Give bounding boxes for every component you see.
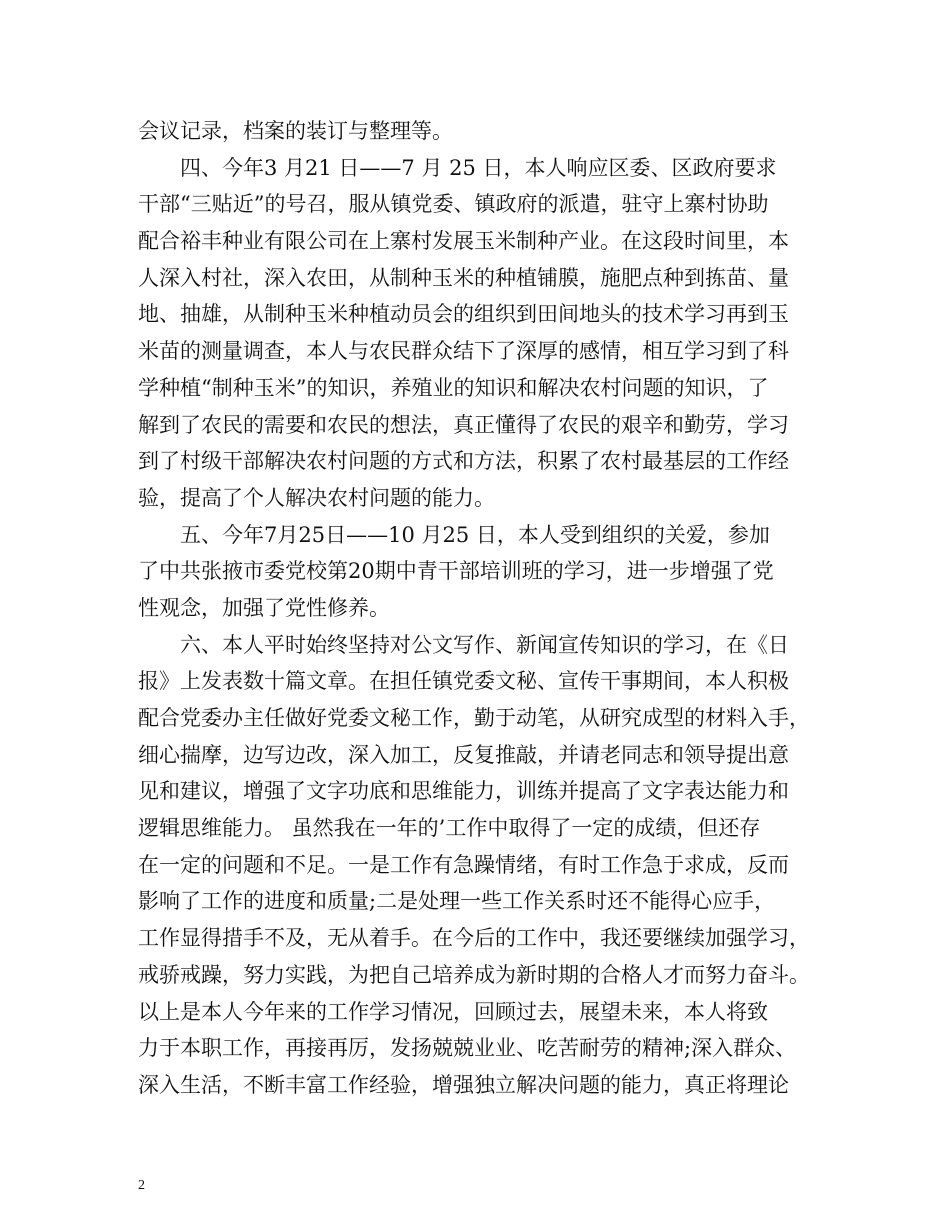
document-body [138, 113, 828, 1104]
text-line: 细心揣摩，边写边改，深入加工，反复推敲，并请老同志和领导提出意 [138, 742, 789, 767]
text-line: 四、今年3 月21 日——7 月 25 日，本人响应区委、区政府要求 [138, 155, 777, 180]
text-line: 逻辑思维能力。 虽然我在一年的’工作中取得了一定的成绩，但还存 [138, 816, 761, 841]
text-line: 六、本人平时始终坚持对公文写作、新闻宣传知识的学习，在《日 [138, 632, 789, 657]
text-line: 验，提高了个人解决农村问题的能力。 [138, 485, 495, 510]
text-line: 性观念，加强了党性修养。 [138, 595, 390, 620]
text-line: 戒骄戒躁，努力实践，为把自己培养成为新时期的合格人才而努力奋斗。 [138, 962, 810, 987]
page-number: 2 [138, 1178, 145, 1193]
text-line: 学种植“制种玉米”的知识，养殖业的知识和解决农村问题的知识，了 [138, 375, 769, 400]
text-line: 人深入村社，深入农田，从制种玉米的种植铺膜，施肥点种到拣苗、量 [138, 265, 789, 290]
text-line: 力于本职工作，再接再厉，发扬兢兢业业、吃苦耐劳的精神;深入群众、 [138, 1036, 797, 1061]
text-line: 到了村级干部解决农村问题的方式和方法，积累了农村最基层的工作经 [138, 449, 789, 474]
text-line: 深入生活，不断丰富工作经验，增强独立解决问题的能力，真正将理论 [138, 1072, 789, 1097]
text-line: 了中共张掖市委党校第20期中青干部培训班的学习，进一步增强了党 [138, 559, 774, 584]
text-line: 配合党委办主任做好党委文秘工作，勤于动笔，从研究成型的材料入手， [138, 706, 810, 730]
text-line: 解到了农民的需要和农民的想法，真正懂得了农民的艰辛和勤劳，学习 [138, 412, 789, 437]
text-line: 在一定的问题和不足。一是工作有急躁情绪，有时工作急于求成，反而 [138, 852, 789, 877]
text-line: 工作显得措手不及，无从着手。在今后的工作中，我还要继续加强学习， [138, 926, 810, 951]
text-line: 以上是本人今年来的工作学习情况，回顾过去，展望未来，本人将致 [138, 999, 768, 1024]
text-line: 米苗的测量调查，本人与农民群众结下了深厚的感情，相互学习到了科 [138, 339, 789, 364]
text-line: 干部“三贴近”的号召，服从镇党委、镇政府的派遣，驻守上寨村协助 [138, 192, 769, 217]
text-line: 报》上发表数十篇文章。在担任镇党委文秘、宣传干事期间，本人积极 [138, 669, 789, 694]
text-line: 配合裕丰种业有限公司在上寨村发展玉米制种产业。在这段时间里，本 [138, 229, 789, 254]
text-line: 会议记录，档案的装订与整理等。 [138, 119, 453, 143]
text-line: 五、今年7月25日——10 月25 日，本人受到组织的关爱，参加 [138, 522, 770, 547]
text-line: 影响了工作的进度和质量;二是处理一些工作关系时还不能得心应手， [138, 889, 776, 914]
text-line: 见和建议，增强了文字功底和思维能力，训练并提高了文字表达能力和 [138, 779, 789, 804]
text-line: 地、抽雄，从制种玉米种植动员会的组织到田间地头的技术学习再到玉 [138, 302, 789, 327]
